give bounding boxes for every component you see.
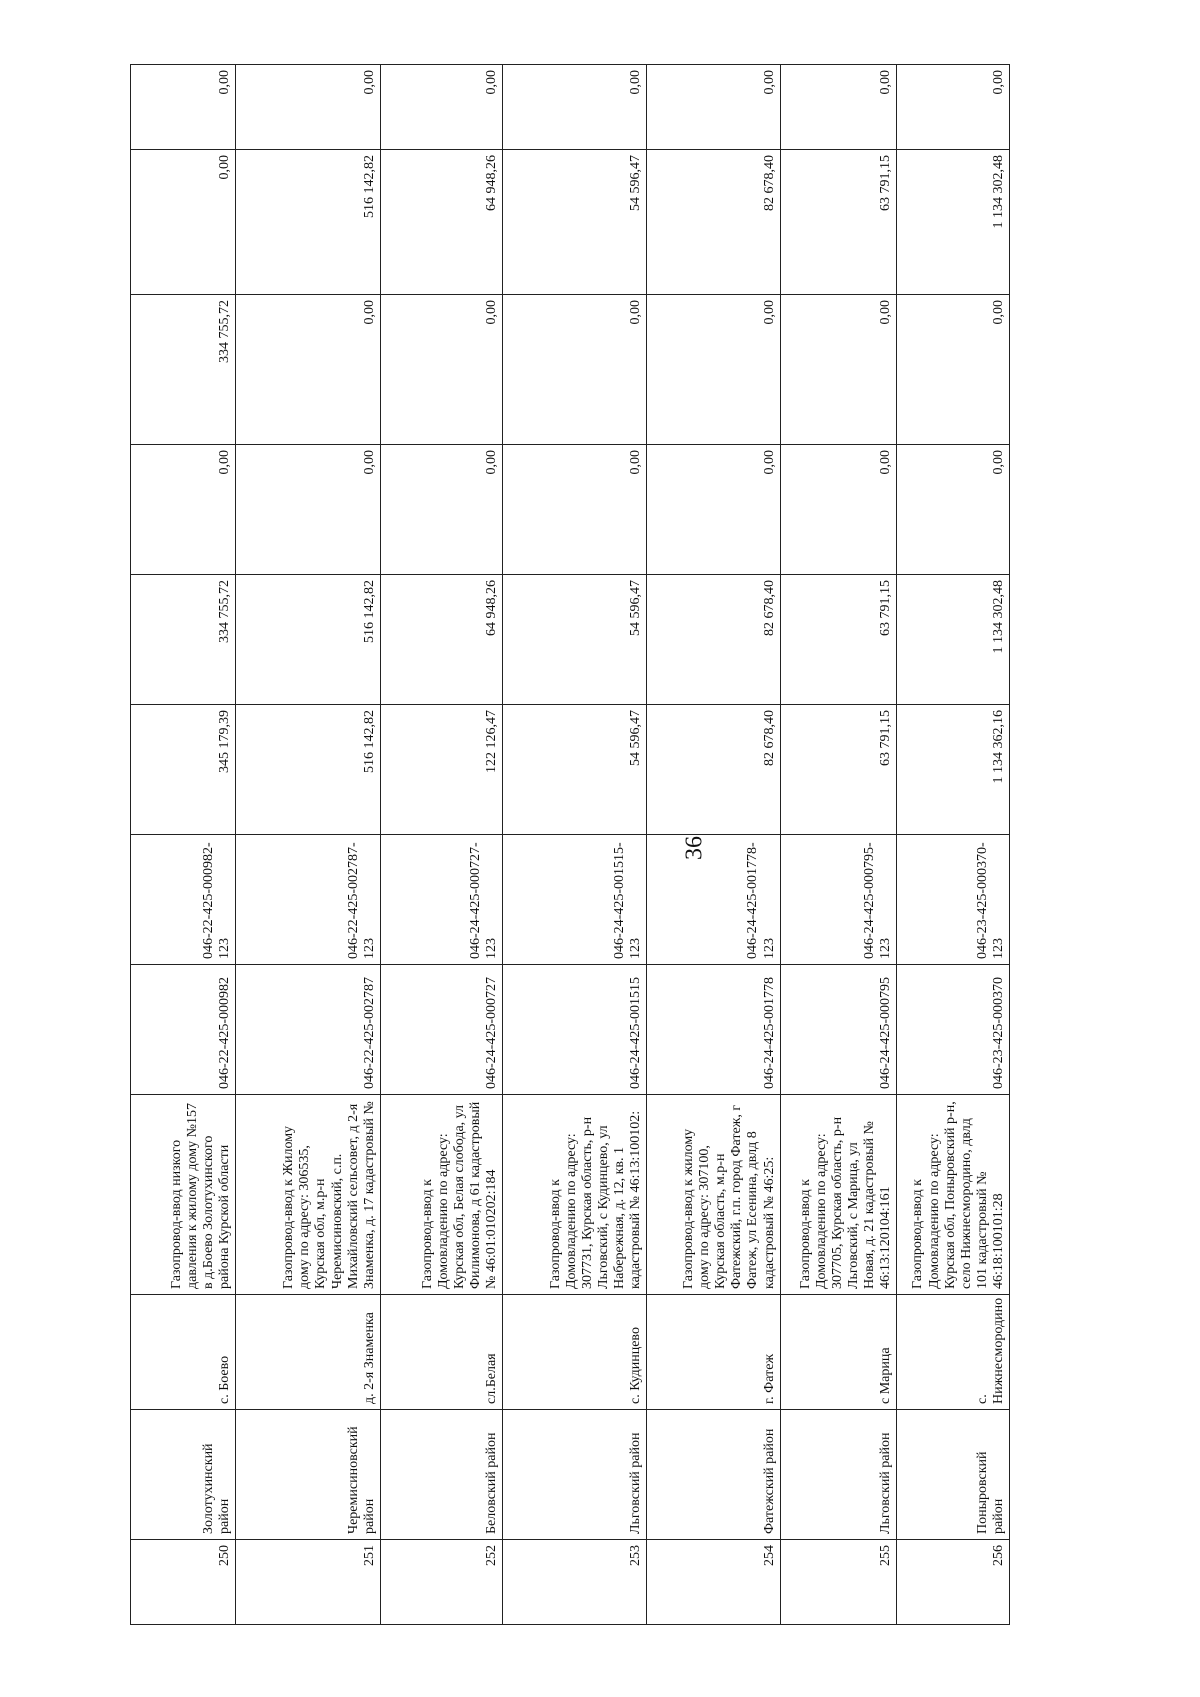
object-code-full-cell: 046-24-425-001778-123 (647, 835, 780, 965)
object-description-cell: Газопровод-ввод к Домовладению по адресу: 307731, Курская область, р-н Льговский, с Кудинцево, ул Набережная, д. 12, кв. 1 кадастровый № 46:13:100102: (502, 1095, 646, 1295)
amount-6-cell: 0,00 (236, 65, 380, 150)
table-row (647, 65, 780, 1625)
gas-pipeline-registry-table (130, 64, 1010, 1625)
settlement-cell: г. Фатеж (647, 1295, 780, 1410)
object-code-full-cell: 046-24-425-001515-123 (502, 835, 646, 965)
row-number: 255 (780, 1540, 897, 1625)
amount-1-cell: 82 678,40 (647, 705, 780, 835)
district-cell: Поныровский район (897, 1410, 1010, 1540)
amount-5-cell: 54 596,47 (502, 150, 646, 295)
amount-6-cell: 0,00 (897, 65, 1010, 150)
settlement-cell: с. Нижнесмородино (897, 1295, 1010, 1410)
settlement-cell: с. Боево (131, 1295, 236, 1410)
amount-4-cell: 0,00 (236, 295, 380, 445)
settlement-cell: сл.Белая (380, 1295, 502, 1410)
amount-3-cell: 0,00 (236, 445, 380, 575)
row-number: 256 (897, 1540, 1010, 1625)
amount-2-cell: 1 134 302,48 (897, 575, 1010, 705)
amount-4-cell: 0,00 (647, 295, 780, 445)
table-row (131, 65, 236, 1625)
row-number: 254 (647, 1540, 780, 1625)
object-description-cell: Газопровод-ввод к Домовладению по адресу: Курская обл, Поныровский р-н, село Нижнесмородино, двлд 101 кадастровый № 46:18:100101:28 (897, 1095, 1010, 1295)
amount-3-cell: 0,00 (780, 445, 897, 575)
amount-5-cell: 0,00 (131, 150, 236, 295)
object-code-cell: 046-24-425-001778 (647, 965, 780, 1095)
amount-1-cell: 345 179,39 (131, 705, 236, 835)
object-code-full-cell: 046-23-425-000370-123 (897, 835, 1010, 965)
object-code-cell: 046-23-425-000370 (897, 965, 1010, 1095)
registry-table-container (130, 65, 1200, 1566)
amount-1-cell: 54 596,47 (502, 705, 646, 835)
object-code-cell: 046-24-425-000795 (780, 965, 897, 1095)
object-code-cell: 046-24-425-001515 (502, 965, 646, 1095)
object-description-cell: Газопровод-ввод к жилому дому по адресу: 307100, Курская область, м.р-н Фатежский, г.п. город Фатеж, г Фатеж, ул Есенина, двлд 8 кадастровый № 46:25: (647, 1095, 780, 1295)
district-cell: Льговский район (780, 1410, 897, 1540)
row-number: 251 (236, 1540, 380, 1625)
amount-5-cell: 516 142,82 (236, 150, 380, 295)
district-cell: Льговский район (502, 1410, 646, 1540)
object-description-cell: Газопровод-ввод к Домовладению по адресу: 307705, Курская область, р-н Льговский, с Марица, ул Новая, д. 21 кадастровый № 46:13:120104:161 (780, 1095, 897, 1295)
amount-3-cell: 0,00 (131, 445, 236, 575)
object-code-full-cell: 046-24-425-000727-123 (380, 835, 502, 965)
table-row (502, 65, 646, 1625)
amount-4-cell: 334 755,72 (131, 295, 236, 445)
object-code-full-cell: 046-24-425-000795-123 (780, 835, 897, 965)
amount-2-cell: 63 791,15 (780, 575, 897, 705)
amount-1-cell: 1 134 362,16 (897, 705, 1010, 835)
object-code-full-cell: 046-22-425-002787-123 (236, 835, 380, 965)
amount-1-cell: 63 791,15 (780, 705, 897, 835)
amount-5-cell: 1 134 302,48 (897, 150, 1010, 295)
amount-4-cell: 0,00 (502, 295, 646, 445)
amount-2-cell: 54 596,47 (502, 575, 646, 705)
amount-2-cell: 334 755,72 (131, 575, 236, 705)
settlement-cell: с. Кудинцево (502, 1295, 646, 1410)
settlement-cell: с Марица (780, 1295, 897, 1410)
row-number: 252 (380, 1540, 502, 1625)
amount-6-cell: 0,00 (502, 65, 646, 150)
amount-4-cell: 0,00 (380, 295, 502, 445)
table-row (380, 65, 502, 1625)
page-number: 36 (681, 836, 708, 860)
rotated-table-frame (130, 65, 1010, 1625)
object-description-cell: Газопровод-ввод к Домовладению по адресу: Курская обл, Белая слобода, ул Филимонова, д 61 кадастровый № 46:01:010202:184 (380, 1095, 502, 1295)
amount-6-cell: 0,00 (131, 65, 236, 150)
table-row (897, 65, 1010, 1625)
object-code-cell: 046-24-425-000727 (380, 965, 502, 1095)
amount-2-cell: 516 142,82 (236, 575, 380, 705)
district-cell: Черемисиновский район (236, 1410, 380, 1540)
amount-6-cell: 0,00 (780, 65, 897, 150)
amount-3-cell: 0,00 (897, 445, 1010, 575)
object-description-cell: Газопровод-ввод низкого давления к жилому дому №157 в д.Боево Золотухинского района Курской области (131, 1095, 236, 1295)
amount-3-cell: 0,00 (502, 445, 646, 575)
row-number: 250 (131, 1540, 236, 1625)
row-number: 253 (502, 1540, 646, 1625)
amount-6-cell: 0,00 (647, 65, 780, 150)
amount-1-cell: 122 126,47 (380, 705, 502, 835)
amount-3-cell: 0,00 (380, 445, 502, 575)
district-cell: Золотухинский район (131, 1410, 236, 1540)
amount-1-cell: 516 142,82 (236, 705, 380, 835)
amount-3-cell: 0,00 (647, 445, 780, 575)
object-code-full-cell: 046-22-425-000982-123 (131, 835, 236, 965)
amount-2-cell: 82 678,40 (647, 575, 780, 705)
object-description-cell: Газопровод-ввод к Жилому дому по адресу: 306535, Курская обл, м.р-н Черемисиновский, с.п. Михайловский сельсовет, д 2-я Знаменка, д. 17 кадастровый № (236, 1095, 380, 1295)
amount-4-cell: 0,00 (897, 295, 1010, 445)
table-row (780, 65, 897, 1625)
object-code-cell: 046-22-425-000982 (131, 965, 236, 1095)
amount-5-cell: 64 948,26 (380, 150, 502, 295)
object-code-cell: 046-22-425-002787 (236, 965, 380, 1095)
amount-5-cell: 63 791,15 (780, 150, 897, 295)
district-cell: Фатежский район (647, 1410, 780, 1540)
amount-5-cell: 82 678,40 (647, 150, 780, 295)
amount-6-cell: 0,00 (380, 65, 502, 150)
table-row (236, 65, 380, 1625)
amount-4-cell: 0,00 (780, 295, 897, 445)
amount-2-cell: 64 948,26 (380, 575, 502, 705)
settlement-cell: д. 2-я Знаменка (236, 1295, 380, 1410)
district-cell: Беловский район (380, 1410, 502, 1540)
